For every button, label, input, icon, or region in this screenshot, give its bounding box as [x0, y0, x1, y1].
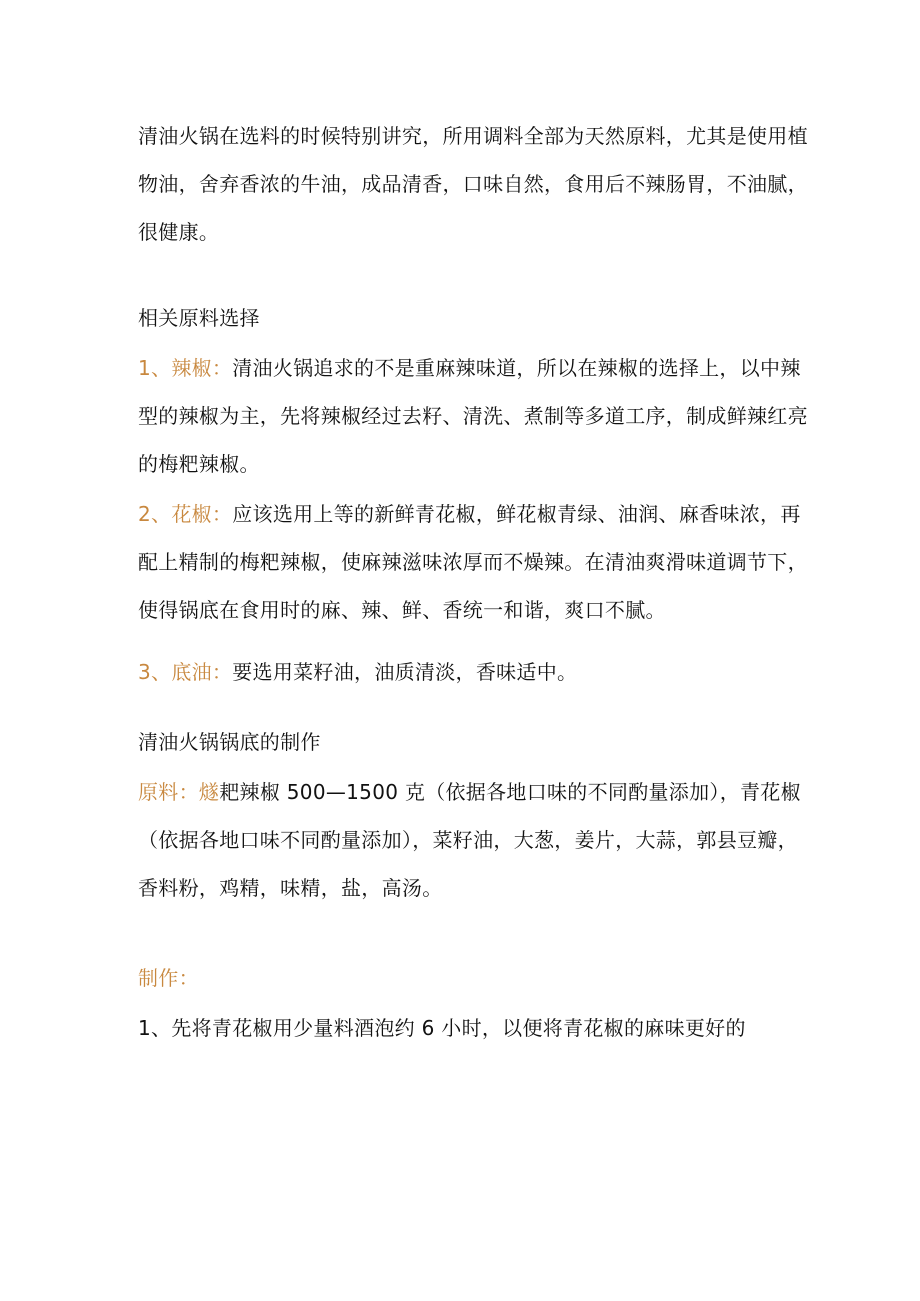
ingredient-item-base-oil: [138, 648, 816, 696]
ingredient-item-sichuan-pepper: [138, 490, 816, 634]
ingredients-text: 耙辣椒 500—1500 克（依据各地口味的不同酌量添加），青花椒（依据各地口味不同酌量添加），菜籽油，大葱，姜片，大蒜，郭县豆瓣，香料粉，鸡精，味精，盐，高汤。: [138, 780, 801, 900]
method-step-1: 1、先将青花椒用少量料酒泡约 6 小时，以便将青花椒的麻味更好的: [138, 1016, 746, 1040]
ingredient-item-label: 1、辣椒：: [138, 356, 233, 380]
ingredient-item-text: 清油火锅追求的不是重麻辣味道，所以在辣椒的选择上，以中辣型的辣椒为主，先将辣椒经过去籽、清洗、煮制等多道工序，制成鲜辣红亮的梅粑辣椒。: [138, 356, 808, 476]
intro-paragraph: 清油火锅在选料的时候特别讲究，所用调料全部为天然原料，尤其是使用植物油，舍弃香浓的牛油，成品清香，口味自然，食用后不辣肠胃，不油腻，很健康。: [138, 124, 808, 244]
ingredient-item-chili: [138, 344, 816, 488]
ingredient-item-label: 3、底油：: [138, 660, 233, 684]
ingredient-item-text: 应该选用上等的新鲜青花椒，鲜花椒青绿、油润、麻香味浓，再配上精制的梅粑辣椒，使麻辣滋味浓厚而不燥辣。在清油爽滑味道调节下，使得锅底在食用时的麻、辣、鲜、香统一和谐，爽口不腻。: [138, 502, 808, 622]
ingredients-label: 原料：: [138, 780, 199, 804]
section-title-broth-making: 清油火锅锅底的制作: [138, 730, 321, 754]
ingredient-item-label: 2、花椒：: [138, 502, 233, 526]
method-label: 制作：: [138, 966, 199, 990]
section-title-ingredient-selection: 相关原料选择: [138, 306, 260, 330]
ingredients-paragraph: [138, 768, 816, 912]
ingredient-item-text: 要选用菜籽油，油质清淡，香味适中。: [232, 660, 578, 684]
ingredients-accent-char: 燧: [198, 780, 220, 804]
